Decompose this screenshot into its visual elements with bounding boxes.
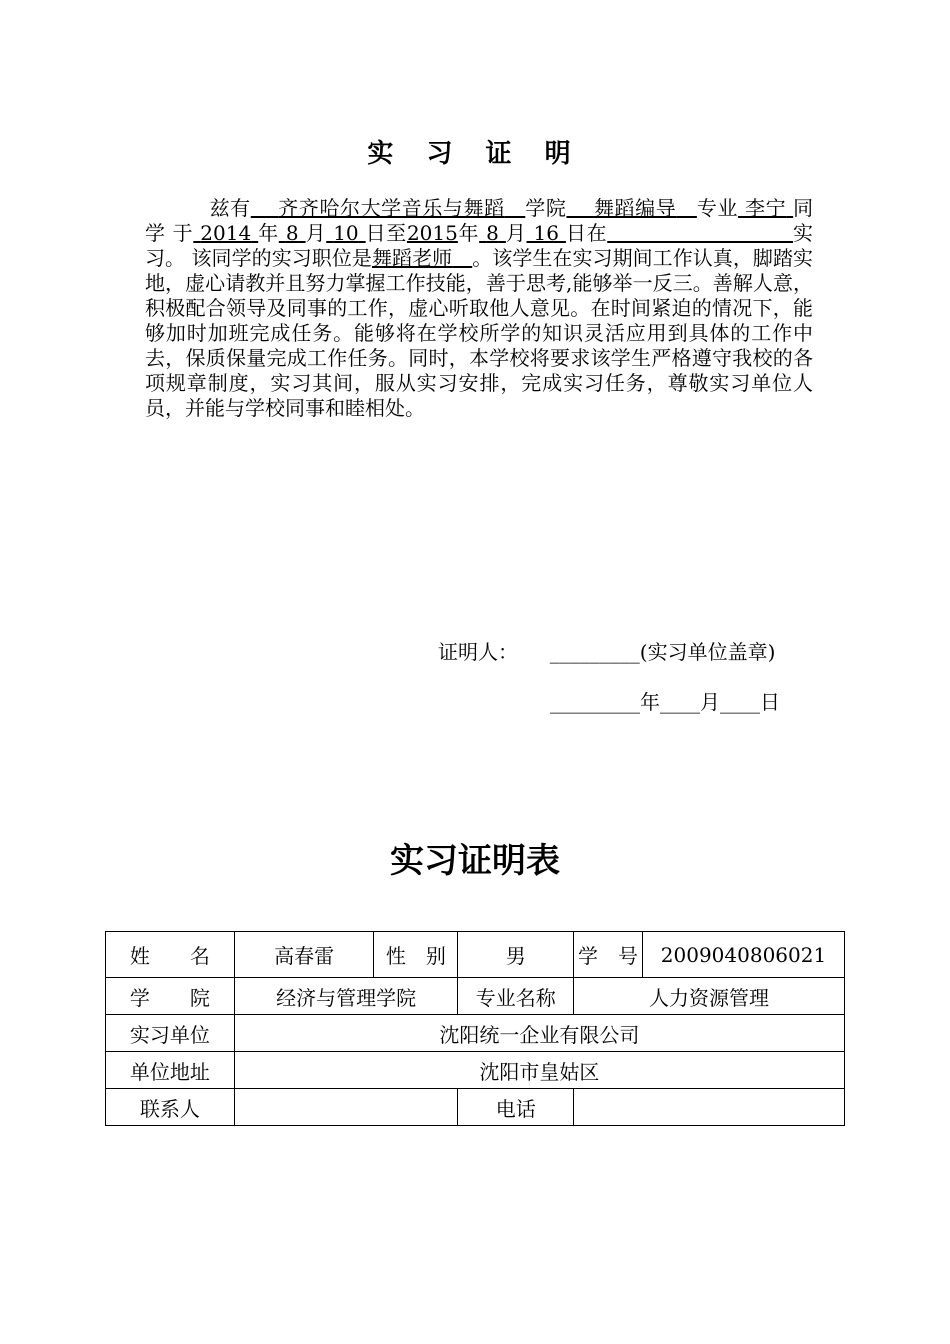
- date-line: _________年____月____日: [550, 690, 780, 714]
- college-label: 学 院: [106, 978, 235, 1015]
- major-value: 人力资源管理: [574, 978, 845, 1015]
- end-day-field: 16: [533, 221, 559, 245]
- end-year-word: 年: [457, 221, 480, 245]
- university-field: 齐齐哈尔大学音乐与舞蹈: [278, 196, 505, 220]
- phone-value: [574, 1089, 845, 1126]
- table-row: [106, 978, 845, 1015]
- id-label: 学 号: [574, 932, 643, 978]
- name-label: 姓 名: [106, 932, 235, 978]
- start-day-field: 10: [333, 221, 359, 245]
- student-field: 李宁: [745, 196, 787, 220]
- table-row: [106, 1052, 845, 1089]
- gender-value: 男: [458, 932, 574, 978]
- text-prefix: 兹有: [209, 196, 251, 220]
- end-month-word: 月: [505, 221, 527, 245]
- at-word: 在: [586, 221, 608, 245]
- certificate-body: [145, 196, 813, 421]
- start-year-field: 2014: [200, 221, 252, 245]
- date-range-text: 日至: [365, 221, 407, 245]
- position-field: 舞蹈老师: [371, 246, 453, 270]
- unit-blank-field: [607, 221, 793, 245]
- start-month-field: 8: [285, 221, 299, 245]
- name-value: 高春雷: [234, 932, 374, 978]
- body-text: 。该学生在实习期间工作认真，脚踏实地，虚心请教并且努力掌握工作技能，善于思考,能够举一反三。善解人意，积极配合领导及同事的工作，虚心听取他人意见。在时间紧迫的情况下，能够加时加班完成任务。能够将在学校所学的知识灵活应用到具体的工作中去，保质保量完成工作任务。同时，本学校将要求该学生严格遵守我校的各项规章制度，实习其间，服从实习安排，完成实习任务，尊敬实习单位人员，并能与学校同事和睦相处。: [145, 246, 814, 420]
- major-label: 专业名称: [458, 978, 574, 1015]
- seal-line: _________(实习单位盖章): [549, 640, 776, 664]
- internship-info-table: [105, 931, 845, 1126]
- end-day-word: 日: [565, 221, 587, 245]
- address-label: 单位地址: [106, 1052, 235, 1089]
- table-row: [106, 932, 845, 978]
- from-word: 于: [172, 221, 194, 245]
- intern-text: 实习。 该同学的实习职位是: [145, 221, 813, 270]
- contact-label: 联系人: [106, 1089, 235, 1126]
- start-month-word: 月: [305, 221, 327, 245]
- end-month-field: 8: [486, 221, 499, 245]
- table-row: [106, 1089, 845, 1126]
- start-year-word: 年: [258, 221, 279, 245]
- unit-value: 沈阳统一企业有限公司: [234, 1015, 844, 1052]
- end-year-field: 2015: [406, 221, 458, 245]
- signer-label: 证明人：: [438, 640, 518, 664]
- major-suffix: 专业: [696, 196, 739, 220]
- form-title: 实习证明表: [390, 841, 560, 881]
- major-field: 舞蹈编导: [593, 196, 677, 220]
- contact-value: [234, 1089, 458, 1126]
- student-suffix: 同学: [145, 196, 814, 245]
- table-row: [106, 1015, 845, 1052]
- college-suffix: 学院: [525, 196, 567, 220]
- address-value: 沈阳市皇姑区: [234, 1052, 844, 1089]
- certificate-title: 实 习 证 明: [367, 139, 583, 169]
- college-value: 经济与管理学院: [234, 978, 458, 1015]
- unit-label: 实习单位: [106, 1015, 235, 1052]
- gender-label: 性 别: [374, 932, 458, 978]
- phone-label: 电话: [458, 1089, 574, 1126]
- signature-line: [438, 636, 775, 665]
- id-value: 2009040806021: [643, 932, 845, 978]
